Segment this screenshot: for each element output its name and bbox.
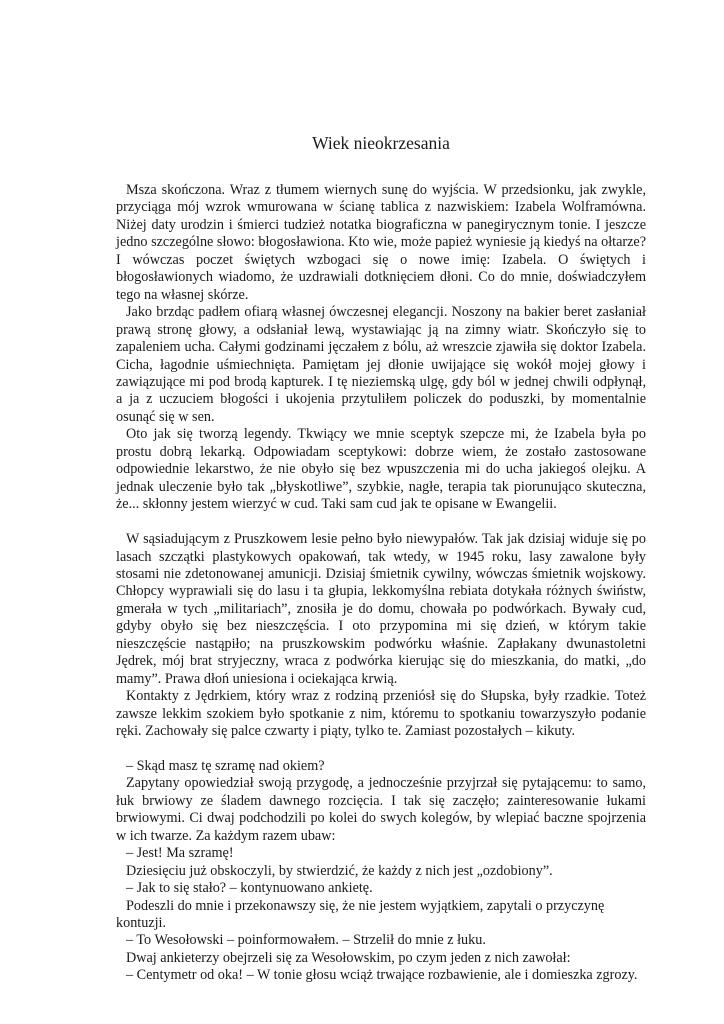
paragraph: Msza skończona. Wraz z tłumem wiernych sunę do wyjścia. W przedsionku, jak zwykle, przyciąga mój wzrok wmurowana w ścianę tablica z nazwiskiem: Izabela Wolframówna. Niżej daty urodzin i śmierci tudzież notatka biograficzna w panegirycznym tonie. I jeszcze jedno szczególne słowo: błogosławiona. Kto wie, może papież wyniesie ją kiedyś na ołtarze? I wówczas poczet świętych wzbogaci się o nowe imię: Izabela. O świętych i błogosławionych wiadomo, że uzdrawiali dotknięciem dłoni. Co do mnie, doświadczyłem tego na własnej skórze. [116,182,646,303]
dialogue-line: – Jak to się stało? – kontynuowano ankietę. [126,880,373,897]
paragraph: Dwaj ankieterzy obejrzeli się za Wesołowskim, po czym jeden z nich zawołał: [126,949,571,966]
paragraph: Oto jak się tworzą legendy. Tkwiący we mnie sceptyk szepcze mi, że Izabela była po prostu dobrą lekarką. Odpowiadam sceptykowi: dobrze wiem, że zostało zastosowane odpowiednie lekarstwo, że nie obyło się bez wpuszczenia mi do ucha jakiegoś olejku. A jednak uleczenie było tak „błyskotliwe”, szybkie, nagłe, terapia tak piorunująco skuteczna, że... skłonny jestem wierzyć w cud. Taki sam cud jak te opisane w Ewangelii. [116,426,646,513]
dialogue-line: – Centymetr od oka! – W tonie głosu wciąż trwające rozbawienie, ale i domieszka zgrozy. [126,967,638,984]
paragraph: Kontakty z Jędrkiem, który wraz z rodziną przeniósł się do Słupska, były rzadkie. Toteż zawsze lekkim szokiem było spotkanie z nim, któremu to spotkaniu towarzyszyło podanie ręki. Zachowały się palce czwarty i piąty, tylko te. Zamiast pozostałych – kikuty. [116,688,646,740]
paragraph: Podeszli do mnie i przekonawszy się, że nie jestem wyjątkiem, zapytali o przyczynę kontuzji. [116,897,605,931]
dialogue-line: – Jest! Ma szramę! [126,845,234,862]
document-page [116,0,646,1024]
page-title: Wiek nieokrzesania [312,133,450,153]
paragraph: Zapytany opowiedział swoją przygodę, a jednocześnie przyjrzał się pytającemu: to samo, łuk brwiowy ze śladem dawnego rozcięcia. I tak się zaczęło; zainteresowanie łukami brwiowymi. Ci dwaj podchodzili po kolei do swych kolegów, by wlepiać baczne spojrzenia w ich twarze. Za każdym razem ubaw: [116,775,646,844]
paragraph: Dziesięciu już obskoczyli, by stwierdzić, że każdy z nich jest „ozdobiony”. [126,862,553,879]
paragraph: Jako brzdąc padłem ofiarą własnej ówczesnej elegancji. Noszony na bakier beret zasłaniał prawą stronę głowy, a odsłaniał lewą, wystawiając ją na zimny wiatr. Skończyło się to zapaleniem ucha. Całymi godzinami jęczałem z bólu, aż wreszcie zjawiła się doktor Izabela. Cicha, łagodnie uśmiechnięta. Pamiętam jej dłonie uwijające się wokół mojej głowy i zawiązujące mi pod brodą kapturek. I tę nieziemską ulgę, gdy ból w jednej chwili odpłynął, a ja z uczuciem błogości i ukojenia przytuliłem policzek do poduszki, by momentalnie osunąć się w sen. [116,304,646,425]
section-gap [116,514,646,531]
dialogue-line: – To Wesołowski – poinformowałem. – Strzelił do mnie z łuku. [126,932,486,949]
dialogue-line: – Skąd masz tę szramę nad okiem? [126,757,325,774]
paragraph: W sąsiadującym z Pruszkowem lesie pełno było niewypałów. Tak jak dzisiaj widuje się po lasach szczątki plastykowych opakowań, tak wtedy, w 1945 roku, lasy zawalone były stosami nie zdetonowanej amunicji. Dzisiaj śmietnik cywilny, wówczas śmietnik wojskowy. Chłopcy wyprawiali się do lasu i ta głupia, lekkomyślna rebiata dotykała różnych świństw, gmerała w tych „militariach”, znosiła je do domu, chowała po podwórkach. Bywały cud, gdyby obyło się bez nieszczęścia. I oto przypomina mi się dzień, w którym takie nieszczęście nastąpiło; na pruszkowskim podwórku właśnie. Zapłakany dwunastoletni Jędrek, mój brat stryjeczny, wraca z podwórka kierując się do mieszkania, do matki, „do mamy”. Prawa dłoń uniesiona i ociekająca krwią. [116,531,646,687]
document-body [116,182,646,985]
section-gap [116,740,646,757]
